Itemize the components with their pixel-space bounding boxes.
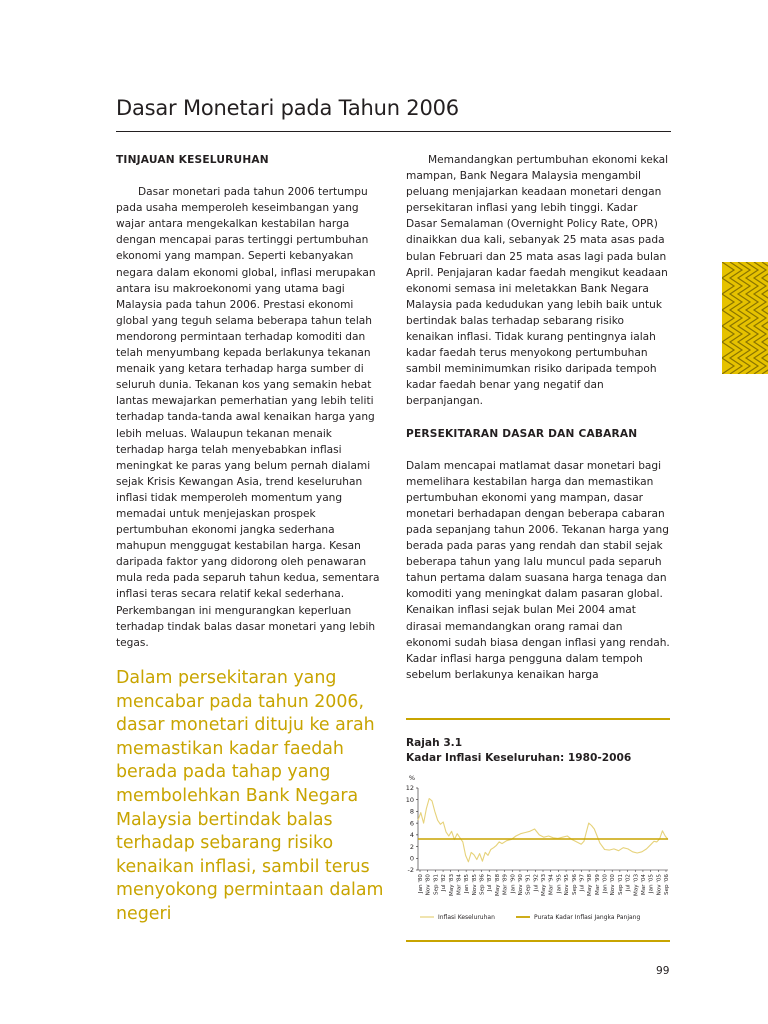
x-tick-label: May '98: [587, 874, 594, 896]
x-tick-label: Nov '05: [656, 874, 663, 896]
x-tick-label: Jan '85: [464, 874, 471, 894]
figure-top-rule: [406, 718, 670, 720]
policy-paragraph: Memandangkan pertumbuhan ekonomi kekal mampan, Bank Negara Malaysia mengambil peluang menjajarkan keadaan monetari dengan persekitaran inflasi yang lebih tinggi. Kadar Dasar Semalaman (Overnight Policy Rate, OPR) dinaikkan dua kali, sebanyak 25 mata asas pada bulan Februari dan 25 mata asas lagi pada bulan April. Penjajaran kadar faedah mengikut keadaan ekonomi semasa ini meletakkan Bank Negara Malaysia pada kedudukan yang lebih baik untuk bertindak balas terhadap sebarang risiko kenaikan inflasi. Tidak kurang pentingnya ialah kadar faedah terus menyokong pertumbuhan sambil meminimumkan risiko daripada tempoh kadar faedah benar yang negatif dan berpanjangan.: [406, 154, 669, 408]
x-tick-label: Mar '89: [502, 874, 509, 895]
x-tick-label: Nov '95: [564, 874, 571, 896]
figure-title: Kadar Inflasi Keseluruhan: 1980-2006: [406, 752, 632, 764]
right-column: [406, 152, 670, 683]
x-tick-label: Jan '05: [648, 874, 655, 894]
x-tick-label: Jul '97: [579, 874, 586, 892]
left-column: [116, 152, 382, 651]
x-tick-label: Nov '85: [471, 874, 478, 896]
y-axis-unit-label: %: [408, 774, 416, 782]
y-tick-label: 4: [409, 831, 414, 840]
legend-label-headline: Inflasi Keseluruhan: [438, 914, 495, 921]
y-tick-label: 0: [409, 854, 414, 863]
x-tick-label: Nov '80: [425, 874, 432, 896]
x-tick-label: Jan '95: [556, 874, 563, 894]
environment-paragraph: Dalam mencapai matlamat dasar monetari bagi memelihara kestabilan harga dan memastikan pertumbuhan ekonomi yang mampan, dasar monetari berhadapan dengan beberapa cabaran pada sepanjang tahun 2006. Tekanan harga yang berada pada paras yang rendah dan stabil sejak beberapa tahun yang lalu muncul pada separuh tahun pertama dalam suasana harga tenaga dan komoditi yang meningkat dalam pasaran global. Kenaikan inflasi sejak bulan Mei 2004 amat dirasai memandangkan orang ramai dan ekonomi sudah biasa dengan inflasi yang rendah. Kadar inflasi harga pengguna dalam tempoh sebelum berlakunya kenaikan harga: [406, 459, 670, 681]
y-tick-label: 12: [405, 784, 414, 793]
headline-inflation-line: [418, 799, 668, 862]
x-tick-label: Mar '94: [548, 874, 555, 895]
x-tick-label: Jan '00: [602, 874, 609, 894]
x-tick-label: Sep '06: [664, 874, 670, 895]
y-tick-label: 2: [409, 842, 414, 851]
page-title: Dasar Monetari pada Tahun 2006: [116, 96, 459, 120]
y-tick-label: 10: [405, 795, 414, 804]
x-tick-label: Sep '81: [433, 874, 440, 895]
x-tick-label: Sep '01: [617, 874, 624, 895]
section-heading-overview: TINJAUAN KESELURUHAN: [116, 154, 269, 166]
x-tick-label: May '03: [633, 874, 640, 896]
legend-label-average: Purata Kadar Inflasi Jangka Panjang: [534, 914, 641, 921]
x-tick-label: Mar '84: [456, 874, 463, 895]
figure-bottom-rule: [406, 940, 670, 942]
y-tick-label: -2: [407, 866, 414, 875]
x-tick-label: May '83: [448, 874, 455, 896]
x-tick-label: Sep '96: [571, 874, 578, 895]
figure-caption: [406, 736, 631, 766]
x-tick-label: May '88: [494, 874, 501, 896]
overview-paragraph: Dasar monetari pada tahun 2006 tertumpu pada usaha memperoleh keseimbangan yang wajar antara mengekalkan kestabilan harga dengan mencapai paras tertinggi pertumbuhan ekonomi yang mampan. Seperti kebanyakan negara dalam ekonomi global, inflasi merupakan antara isu makroekonomi yang utama bagi Malaysia pada tahun 2006. Prestasi ekonomi global yang teguh selama beberapa tahun telah mendorong permintaan terhadap komoditi dan telah menyumbang kepada berlakunya tekanan menaik yang ketara terhadap harga sumber di seluruh dunia. Tekanan kos yang semakin hebat lantas mewajarkan pemerhatian yang lebih teliti terhadap tanda-tanda awal kenaikan harga yang lebih meluas. Walaupun tekanan menaik terhadap harga telah menyebabkan inflasi meningkat ke paras yang belum pernah dialami sejak Krisis Kewangan Asia, trend keseluruhan inflasi tidak memperoleh momentum yang memadai untuk menjejaskan prospek pertumbuhan ekonomi jangka sederhana mahupun menggugat kestabilan harga. Kesan daripada faktor yang didorong oleh penawaran mula reda pada separuh tahun kedua, sementara inflasi teras secara relatif kekal sederhana. Perkembangan ini mengurangkan keperluan terhadap tindak balas dasar monetari yang lebih tegas.: [116, 186, 380, 649]
x-tick-label: Nov '90: [517, 874, 524, 896]
x-tick-label: Jul '87: [487, 874, 494, 892]
x-tick-label: Nov '00: [610, 874, 617, 896]
x-tick-label: Jan '80: [418, 874, 424, 894]
x-tick-label: Sep '86: [479, 874, 486, 895]
pull-quote: Dalam persekitaran yang mencabar pada tahun 2006, dasar monetari dituju ke arah memastikan kadar faedah berada pada tahap yang membolehkan Bank Negara Malaysia bertindak balas terhadap sebarang risiko kenaikan inflasi, sambil terus menyokong permintaan dalam negeri: [116, 668, 384, 924]
x-tick-label: Mar '99: [594, 874, 601, 895]
x-tick-label: Jan '90: [510, 874, 517, 894]
x-tick-label: Sep '91: [525, 874, 532, 895]
y-tick-label: 8: [409, 807, 414, 816]
x-tick-label: Mar '04: [640, 874, 647, 895]
title-divider: [116, 131, 671, 132]
page-number: 99: [656, 965, 670, 977]
x-tick-label: Jul '82: [441, 874, 448, 892]
x-tick-label: May '93: [541, 874, 547, 896]
inflation-chart: [396, 766, 676, 931]
x-tick-label: Jul '02: [625, 874, 632, 892]
y-tick-label: 6: [409, 819, 414, 828]
figure-number: Rajah 3.1: [406, 737, 463, 749]
section-heading-environment: PERSEKITARAN DASAR DAN CABARAN: [406, 427, 638, 440]
chapter-tab: [722, 262, 768, 374]
x-tick-label: Jul '92: [533, 874, 540, 892]
